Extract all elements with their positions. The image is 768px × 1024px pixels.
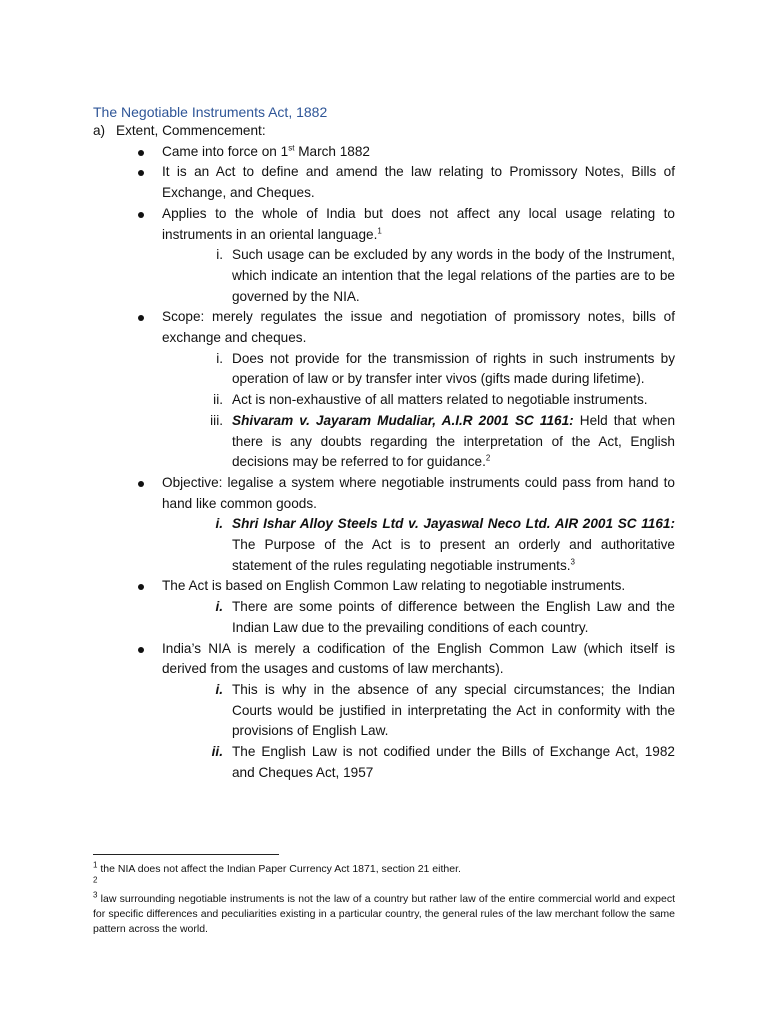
bullet-icon (138, 481, 144, 487)
sub-item (93, 411, 675, 473)
bullet-item (93, 204, 675, 308)
sub-list (93, 514, 675, 576)
sub-item-text: Held that when there is any doubts regarding the interpretation of the Act, English decisions may be referred to for guidance. (232, 412, 676, 470)
bullet-item (93, 142, 675, 163)
bullet-icon (138, 150, 144, 156)
bullet-item (93, 576, 675, 638)
footnote-1 (93, 862, 675, 877)
sub-item (93, 390, 675, 411)
sub-item-number: ii. (211, 744, 223, 760)
sub-item (93, 245, 675, 307)
bullet-icon (138, 170, 144, 176)
bullet-icon (138, 584, 144, 590)
sub-item-text: Act is non-exhaustive of all matters related to negotiable instruments. (232, 392, 648, 408)
footnote-ref[interactable]: 3 (570, 557, 575, 567)
sub-item-number: i. (216, 247, 223, 263)
sub-item-number: iii. (210, 412, 223, 428)
ordinal-suffix: st (288, 143, 295, 153)
sub-item-text: This is why in the absence of any special circumstances; the Indian Courts would be justified in interpretating the Act in conformity with the provisions of English Law. (232, 681, 675, 739)
section-title: Extent, Commencement: (116, 123, 266, 138)
sub-list (93, 680, 675, 784)
sub-item (93, 349, 675, 390)
sub-item-text: Such usage can be excluded by any words in the body of the Instrument, which indicate an intention that the legal relations of the parties are to be governed by the NIA. (232, 247, 675, 304)
sub-item-number: i. (215, 516, 223, 532)
sub-item-text: Does not provide for the transmission of rights in such instruments by operation of law or by transfer inter vivos (gifts made during lifetime). (232, 350, 675, 387)
section-heading (93, 121, 675, 142)
bullet-text: The Act is based on English Common Law relating to negotiable instruments. (162, 578, 626, 594)
footnote-ref[interactable]: 2 (485, 453, 491, 463)
bullet-item (93, 162, 675, 203)
sub-item (93, 514, 675, 576)
sub-item (93, 742, 675, 783)
sub-list (93, 349, 675, 473)
bullet-text: Objective: legalise a system where negotiable instruments could pass from hand to hand like common goods. (162, 474, 675, 511)
footnote-text: law surrounding negotiable instruments is not the law of a country but rather law of the entire commercial world and expect for specific differences and peculiarities existing in a particular country, the general rules of the law merchant follow the same pattern across the world. (93, 893, 675, 935)
bullet-item (93, 473, 675, 577)
footnote-mark: 3 (93, 890, 98, 900)
bullet-text: India’s NIA is merely a codification of the English Common Law (which itself is derived from the usages and customs of law merchants). (162, 640, 675, 677)
case-citation: Shivaram v. Jayaram Mudaliar, A.I.R 2001 SC 1161: (232, 412, 574, 428)
footnote-ref[interactable]: 1 (377, 225, 382, 235)
sub-item-number: i. (216, 350, 223, 366)
sub-item (93, 680, 675, 742)
footnote-text: the NIA does not affect the Indian Paper Currency Act 1871, section 21 either. (97, 863, 461, 875)
footnotes (93, 862, 675, 937)
sub-item-text: There are some points of difference between the English Law and the Indian Law due to the prevailing conditions of each country. (232, 599, 675, 635)
sub-item-number: i. (215, 681, 223, 697)
sub-item-number: i. (215, 599, 223, 615)
sub-list (93, 245, 675, 307)
sub-item (93, 597, 675, 638)
section-label: a) (93, 123, 106, 138)
sub-list (93, 597, 675, 638)
bullet-item (93, 307, 675, 473)
footnote-2 (93, 877, 675, 892)
document-title: The Negotiable Instruments Act, 1882 (93, 104, 328, 120)
footnote-mark: 2 (93, 875, 98, 885)
bullet-text: It is an Act to define and amend the law relating to Promissory Notes, Bills of Exchange, and Cheques. (162, 164, 675, 201)
sub-item-number: ii. (213, 392, 223, 408)
bullet-text: Came into force on 1 (162, 143, 289, 159)
footnote-mark: 1 (93, 860, 98, 870)
footnote-separator (93, 854, 279, 855)
sub-item-text: The Purpose of the Act is to present an orderly and authoritative statement of the rules regulating negotiable instruments. (232, 537, 675, 573)
document-body (93, 121, 675, 784)
bullet-icon (138, 647, 144, 653)
footnote-3 (93, 892, 675, 937)
bullet-text-tail: March 1882 (294, 143, 370, 159)
sub-item-text: The English Law is not codified under the Bills of Exchange Act, 1982 and Cheques Act, 1957 (232, 744, 675, 780)
bullet-icon (138, 315, 144, 321)
bullet-list (93, 142, 675, 784)
case-citation: Shri Ishar Alloy Steels Ltd v. Jayaswal Neco Ltd. AIR 2001 SC 1161: (232, 516, 675, 532)
bullet-item (93, 639, 675, 784)
bullet-text: Applies to the whole of India but does not affect any local usage relating to instruments in an oriental language. (162, 205, 675, 242)
bullet-icon (138, 212, 144, 218)
bullet-text: Scope: merely regulates the issue and negotiation of promissory notes, bills of exchange and cheques. (162, 309, 675, 346)
